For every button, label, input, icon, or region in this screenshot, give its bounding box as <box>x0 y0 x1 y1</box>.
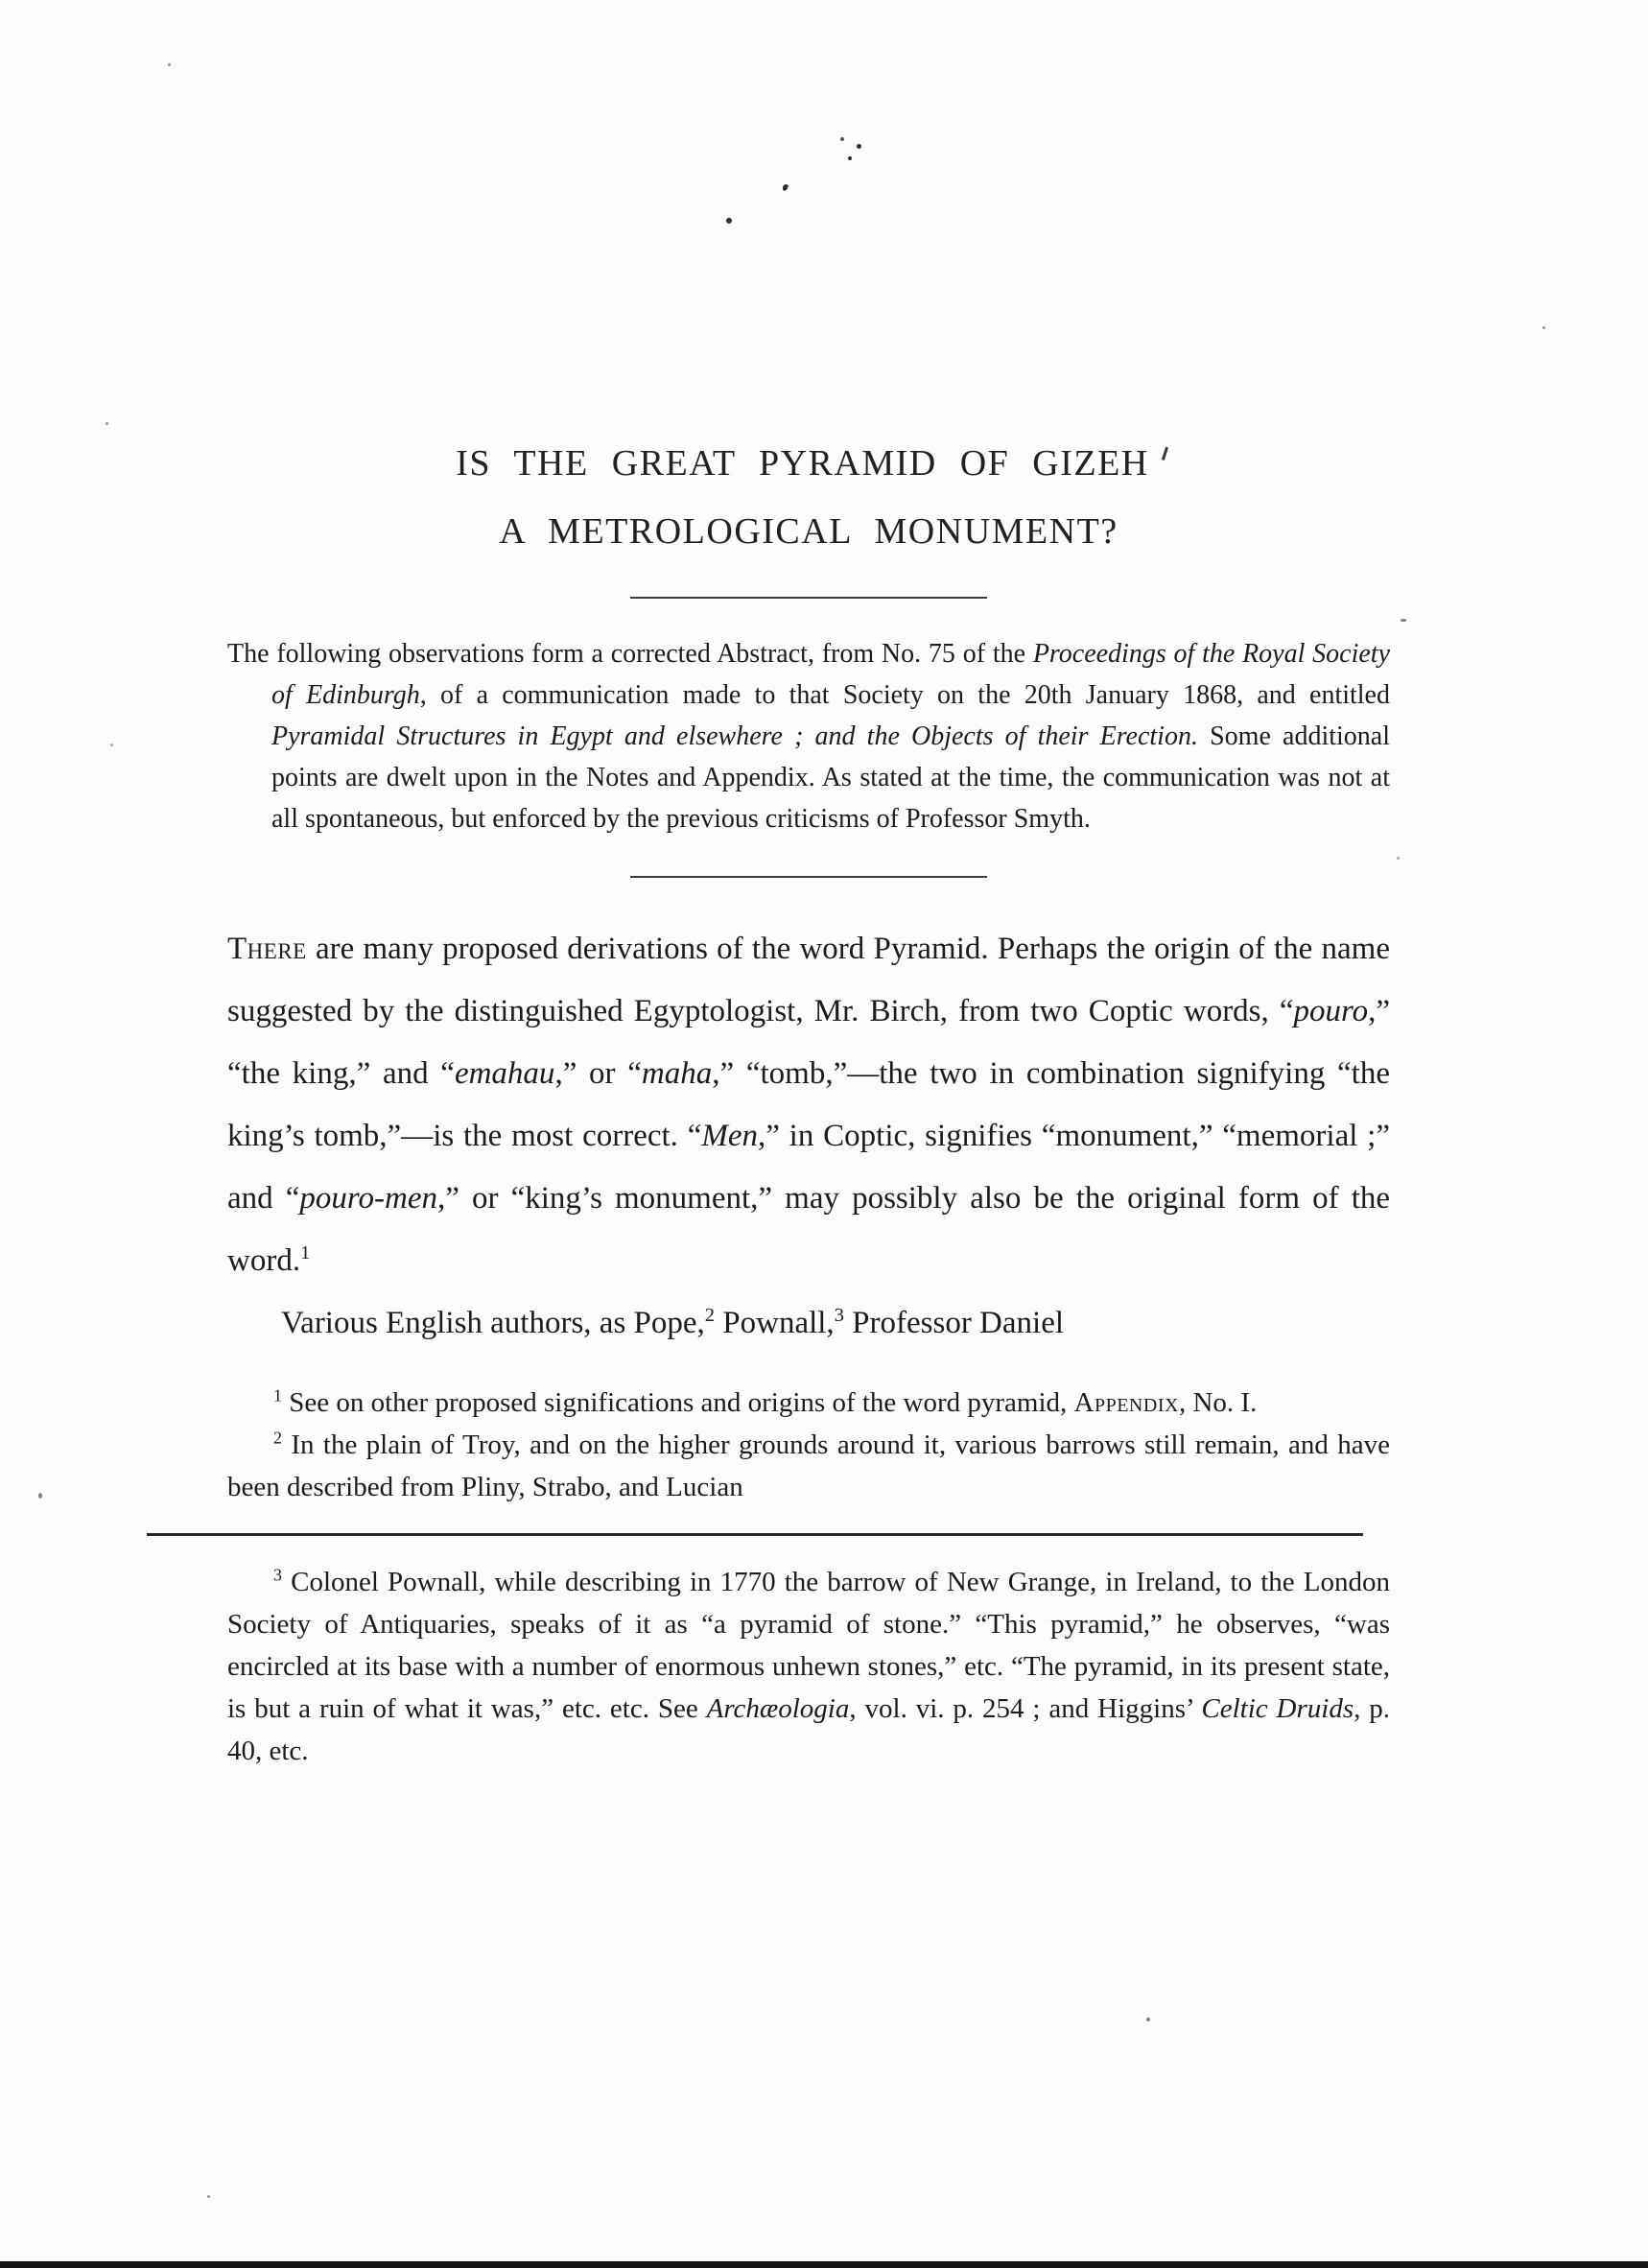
page-bottom-edge <box>0 2261 1648 2268</box>
title-line-2: A METROLOGICAL MONUMENT? <box>499 511 1118 552</box>
ink-speck <box>1542 326 1545 329</box>
ink-speck <box>1397 857 1400 860</box>
ink-speck <box>168 63 171 66</box>
footnote-group-below-rule <box>227 1561 1390 1772</box>
page-content <box>227 0 1390 1772</box>
body-text <box>227 918 1390 1355</box>
ink-speck <box>1401 619 1406 622</box>
footnote-separator <box>147 1533 1363 1536</box>
body-paragraph: Various English authors, as Pope,$^2$ Pownall,$^3$ Professor Daniel <box>281 1305 1065 1340</box>
scan-tick-mark <box>1162 447 1168 461</box>
ink-speck <box>207 2195 210 2198</box>
ink-speck <box>38 1493 42 1499</box>
footnote-2: $^2$ In the plain of Troy, and on the higher grounds around it, various barrows still remain, and have been described from Pliny, Strabo, and Lucian <box>227 1428 1390 1502</box>
ink-speck <box>1146 2018 1150 2021</box>
abstract-paragraph: The following observations form a corrected Abstract, from No. 75 of the Proceedings of the Royal Society of Edinburgh, of a communication made to that Society on the 20th January 1868, and entitled Pyramidal Structures in Egypt and elsewhere ; and the Objects of their Erection. Some additional points are dwelt upon in the Notes and Appendix. As stated at the time, the communication was not at all spontaneous, but enforced by the previous criticisms of Professor Smyth. <box>227 639 1390 834</box>
footnotes <box>227 1382 1390 1772</box>
body-paragraph: There are many proposed derivations of the word Pyramid. Perhaps the origin of the name suggested by the distinguished Egyptologist, Mr. Birch, from two Coptic words, “pouro,” “the king,” and “emahau,” or “maha,” “tomb,”—the two in combination signifying “the king’s tomb,”—is the most correct. “Men,” in Coptic, signifies “monument,” “memorial ;” and “pouro-men,” or “king’s monument,” may possibly also be the original form of the word.$^1$ <box>227 932 1391 1278</box>
footnote-group-above-rule <box>227 1382 1390 1508</box>
title-line-1: IS THE GREAT PYRAMID OF GIZEH <box>227 430 1390 498</box>
footnote-1: $^1$ See on other proposed significations and origins of the word pyramid, Appendix, No. I. <box>273 1385 1258 1418</box>
divider-top <box>630 597 987 599</box>
ink-speck <box>110 744 113 746</box>
ink-speck <box>106 422 108 425</box>
divider-mid <box>630 876 987 878</box>
footnote-3: $^3$ Colonel Pownall, while describing in 1770 the barrow of New Grange, in Ireland, to the London Society of Antiquaries, speaks of it as “a pyramid of stone.” “This pyramid,” he observes, “was encircled at its base with a number of enormous unhewn stones,” etc. “The pyramid, in its present state, is but a ruin of what it was,” etc. etc. See Archæologia, vol. vi. p. 254 ; and Higgins’ Celtic Druids, p. 40, etc. <box>227 1565 1390 1766</box>
page-title <box>227 430 1390 566</box>
